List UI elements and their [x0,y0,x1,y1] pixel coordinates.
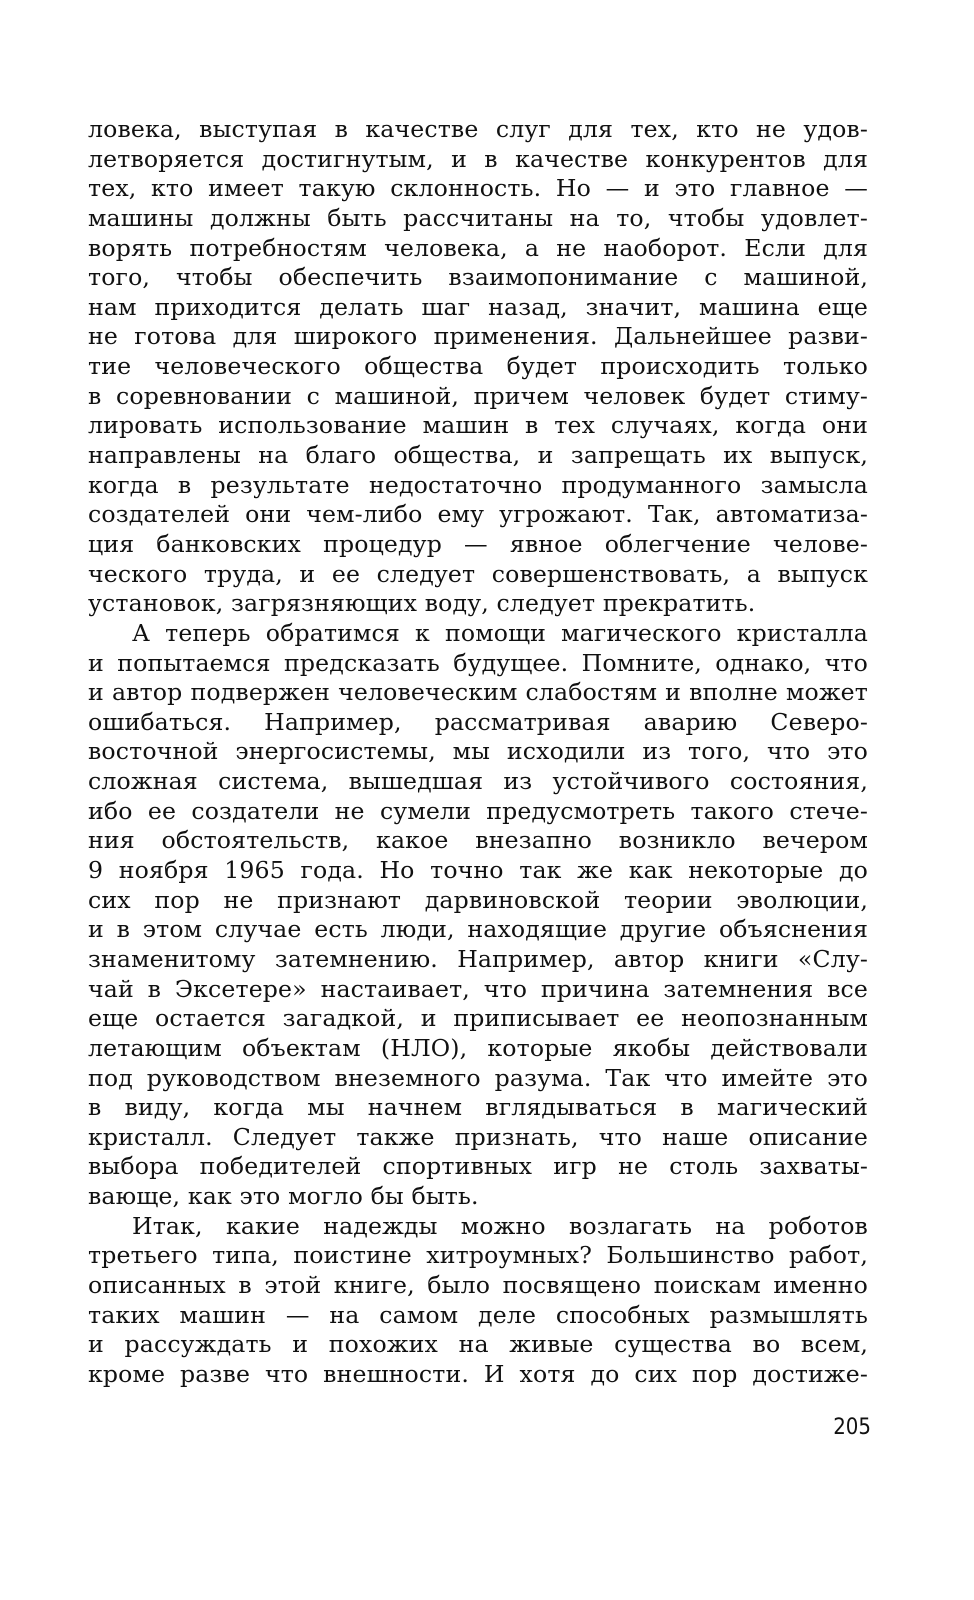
text-line: лировать использование машин в тех случаях, когда они [88,411,868,440]
text-line: и автор подвержен человеческим слабостям и вполне может [88,678,868,707]
text-line: А теперь обратимся к помощи магического кристалла [132,618,868,647]
text-line: когда в результате недостаточно продуманного замысла [88,470,868,499]
text-line: третьего типа, поистине хитроумных? Большинство работ, [88,1241,868,1270]
text-line: ворять потребностям человека, а не наоборот. Если для [88,233,868,262]
text-line: чай в Эксетере» настаивает, что причина затемнения все [88,974,868,1003]
text-line: кристалл. Следует также признать, что наше описание [88,1122,868,1151]
text-line: сих пор не признают дарвиновской теории эволюции, [88,885,868,914]
text-line: машины должны быть рассчитаны на то, чтобы удовлет- [88,203,868,232]
text-line: кроме разве что внешности. И хотя до сих пор достиже- [88,1359,868,1388]
body-text [88,115,868,1390]
text-line: ибо ее создатели не сумели предусмотреть такого стече- [88,796,868,825]
text-line: знаменитому затемнению. Например, автор книги «Слу- [88,944,868,973]
text-line: того, чтобы обеспечить взаимопонимание с машиной, [88,263,868,292]
text-line: направлены на благо общества, и запрещать их выпуск, [88,441,868,470]
text-line: еще остается загадкой, и приписывает ее неопознанным [88,1004,868,1033]
text-line: летающим объектам (НЛО), которые якобы действовали [88,1033,868,1062]
page-number: 205 [833,1415,871,1440]
text-line: ция банковских процедур — явное облегчение челове- [88,529,868,558]
text-line: восточной энергосистемы, мы исходили из того, что это [88,737,868,766]
text-line: в виду, когда мы начнем вглядываться в магический [88,1093,868,1122]
text-line: тие человеческого общества будет происходить только [88,352,868,381]
text-line: не готова для широкого применения. Дальнейшее разви- [88,322,868,351]
text-line: под руководством внеземного разума. Так что имейте это [88,1063,868,1092]
text-line: вающе, как это могло бы быть. [88,1182,479,1211]
text-line: нам приходится делать шаг назад, значит, машина еще [88,292,868,321]
text-line: и рассуждать и похожих на живые существа во всем, [88,1330,868,1359]
text-line: тех, кто имеет такую склонность. Но — и это главное — [88,174,868,203]
text-line: ловека, выступая в качестве слуг для тех, кто не удов- [88,115,868,143]
text-line: ческого труда, и ее следует совершенствовать, а выпуск [88,559,868,588]
text-line: и попытаемся предсказать будущее. Помните, однако, что [88,648,868,677]
paragraph-1 [88,115,868,619]
text-line: 9 ноября 1965 года. Но точно так же как некоторые до [88,856,868,885]
paragraph-3 [88,1212,868,1390]
text-line: создателей они чем-либо ему угрожают. Так, автоматиза- [88,500,868,529]
text-line: установок, загрязняющих воду, следует прекратить. [88,589,756,618]
text-line: описанных в этой книге, было посвящено поискам именно [88,1270,868,1299]
text-line: таких машин — на самом деле способных размышлять [88,1300,868,1329]
text-line: Итак, какие надежды можно возлагать на роботов [132,1211,868,1240]
text-line: и в этом случае есть люди, находящие другие объяснения [88,915,868,944]
text-line: ошибаться. Например, рассматривая аварию Северо- [88,707,868,736]
text-line: летворяется достигнутым, и в качестве конкурентов для [88,144,868,173]
text-line: сложная система, вышедшая из устойчивого состояния, [88,767,868,796]
text-line: в соревновании с машиной, причем человек будет стиму- [88,381,868,410]
paragraph-2 [88,619,868,1212]
text-line: выбора победителей спортивных игр не столь захваты- [88,1152,868,1181]
text-line: ния обстоятельств, какое внезапно возникло вечером [88,826,868,855]
